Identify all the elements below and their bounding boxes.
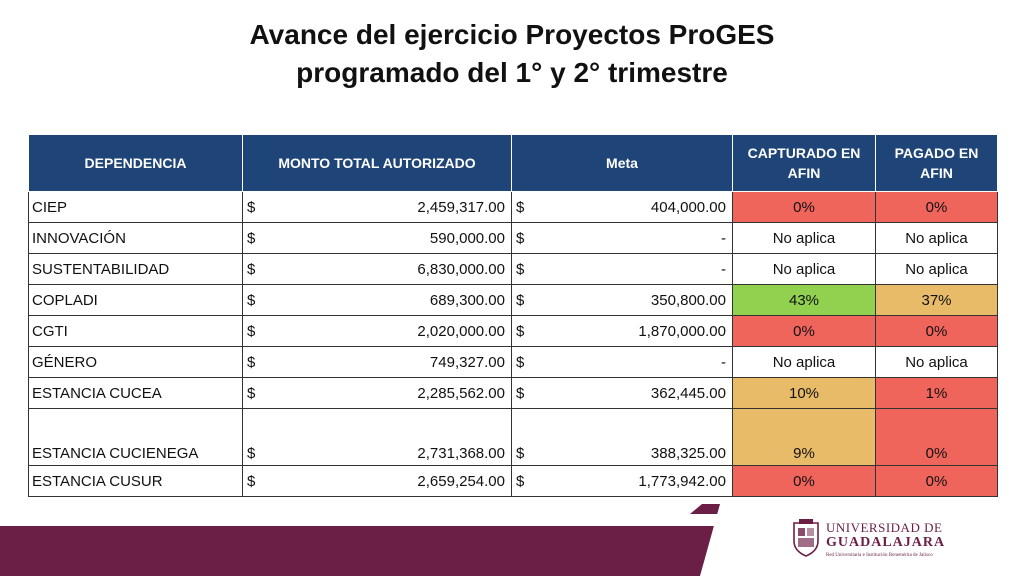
cell-meta (512, 409, 733, 466)
cell-capturado: 0% (733, 192, 876, 223)
currency-symbol: $ (516, 198, 525, 216)
monto-value: 2,731,368.00 (417, 445, 505, 462)
progress-table (28, 134, 998, 497)
currency-symbol: $ (516, 445, 525, 462)
meta-value: - (721, 353, 726, 371)
currency-symbol: $ (247, 353, 256, 371)
table-row (29, 254, 998, 285)
cell-pagado: No aplica (876, 223, 998, 254)
cell-capturado: No aplica (733, 223, 876, 254)
cell-pagado: 37% (876, 285, 998, 316)
logo-line-2: GUADALAJARA (826, 535, 946, 550)
meta-value: 404,000.00 (650, 198, 726, 216)
header-capturado: CAPTURADO EN AFIN (733, 135, 876, 192)
cell-capturado: 0% (733, 466, 876, 497)
monto-value: 590,000.00 (429, 229, 505, 247)
cell-capturado: 9% (733, 409, 876, 466)
cell-dependencia: GÉNERO (29, 347, 243, 378)
university-logo-text (826, 520, 945, 550)
cell-capturado: 0% (733, 316, 876, 347)
cell-pagado: 0% (876, 316, 998, 347)
monto-value: 749,327.00 (429, 353, 505, 371)
cell-dependencia: COPLADI (29, 285, 243, 316)
table-row (29, 223, 998, 254)
cell-monto (243, 347, 512, 378)
cell-meta (512, 466, 733, 497)
currency-symbol: $ (247, 260, 256, 278)
cell-dependencia: CIEP (29, 192, 243, 223)
cell-pagado: No aplica (876, 347, 998, 378)
title-line-2: programado del 1° y 2° trimestre (296, 57, 728, 88)
monto-value: 2,659,254.00 (417, 472, 505, 490)
cell-dependencia: INNOVACIÓN (29, 223, 243, 254)
header-pagado: PAGADO EN AFIN (876, 135, 998, 192)
currency-symbol: $ (247, 229, 256, 247)
page-title (0, 16, 1024, 92)
header-dependencia: DEPENDENCIA (29, 135, 243, 192)
cell-monto (243, 192, 512, 223)
currency-symbol: $ (247, 198, 256, 216)
meta-value: 362,445.00 (650, 384, 726, 402)
cell-dependencia: SUSTENTABILIDAD (29, 254, 243, 285)
currency-symbol: $ (516, 353, 525, 371)
meta-value: 1,773,942.00 (638, 472, 726, 490)
currency-symbol: $ (247, 472, 256, 490)
table-body (29, 192, 998, 497)
cell-meta (512, 285, 733, 316)
cell-monto (243, 409, 512, 466)
meta-value: 350,800.00 (650, 291, 726, 309)
monto-value: 6,830,000.00 (417, 260, 505, 278)
monto-value: 2,020,000.00 (417, 322, 505, 340)
cell-meta (512, 316, 733, 347)
table-row (29, 466, 998, 497)
currency-symbol: $ (516, 322, 525, 340)
monto-value: 689,300.00 (429, 291, 505, 309)
table-row (29, 192, 998, 223)
cell-pagado: 1% (876, 378, 998, 409)
cell-capturado: No aplica (733, 347, 876, 378)
cell-monto (243, 466, 512, 497)
meta-value: 1,870,000.00 (638, 322, 726, 340)
currency-symbol: $ (516, 384, 525, 402)
table-row (29, 347, 998, 378)
table-row (29, 285, 998, 316)
currency-symbol: $ (516, 472, 525, 490)
logo-tagline: Red Universitaria e Institución Benemérita de Jalisco (826, 553, 933, 558)
table-header-row (29, 135, 998, 192)
table-row (29, 378, 998, 409)
cell-meta (512, 347, 733, 378)
cell-dependencia: ESTANCIA CUCIENEGA (29, 409, 243, 466)
cell-pagado: No aplica (876, 254, 998, 285)
cell-pagado: 0% (876, 192, 998, 223)
cell-meta (512, 223, 733, 254)
currency-symbol: $ (516, 260, 525, 278)
cell-capturado: No aplica (733, 254, 876, 285)
meta-value: - (721, 260, 726, 278)
header-monto: MONTO TOTAL AUTORIZADO (243, 135, 512, 192)
cell-monto (243, 316, 512, 347)
cell-monto (243, 254, 512, 285)
currency-symbol: $ (247, 384, 256, 402)
cell-capturado: 43% (733, 285, 876, 316)
cell-meta (512, 254, 733, 285)
title-line-1: Avance del ejercicio Proyectos ProGES (249, 19, 775, 50)
meta-value: - (721, 229, 726, 247)
currency-symbol: $ (247, 445, 256, 462)
logo-line-1: UNIVERSIDAD DE (826, 520, 943, 535)
meta-value: 388,325.00 (650, 445, 726, 462)
monto-value: 2,285,562.00 (417, 384, 505, 402)
cell-dependencia: ESTANCIA CUCEA (29, 378, 243, 409)
monto-value: 2,459,317.00 (417, 198, 505, 216)
table-row (29, 316, 998, 347)
cell-pagado: 0% (876, 409, 998, 466)
currency-symbol: $ (247, 322, 256, 340)
cell-pagado: 0% (876, 466, 998, 497)
currency-symbol: $ (247, 291, 256, 309)
cell-monto (243, 378, 512, 409)
university-seal-icon (790, 517, 822, 557)
table-row (29, 409, 998, 466)
currency-symbol: $ (516, 229, 525, 247)
cell-meta (512, 378, 733, 409)
cell-capturado: 10% (733, 378, 876, 409)
cell-monto (243, 285, 512, 316)
currency-symbol: $ (516, 291, 525, 309)
cell-dependencia: ESTANCIA CUSUR (29, 466, 243, 497)
cell-dependencia: CGTI (29, 316, 243, 347)
cell-meta (512, 192, 733, 223)
cell-monto (243, 223, 512, 254)
header-meta: Meta (512, 135, 733, 192)
